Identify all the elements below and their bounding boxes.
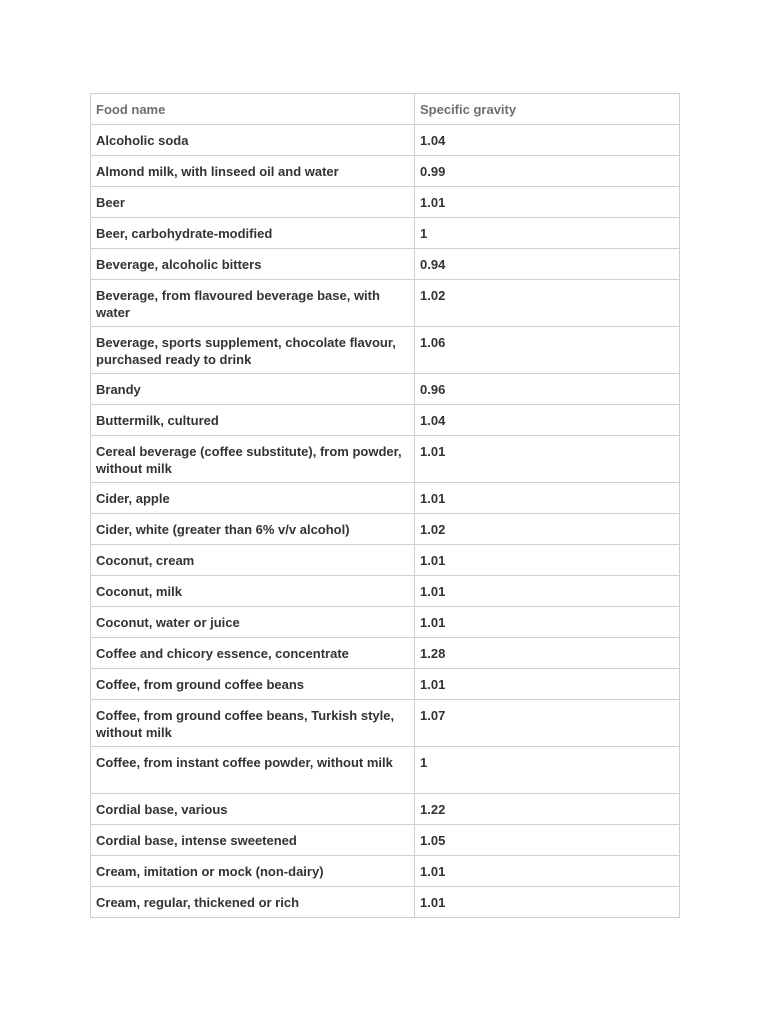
header-food-name: Food name	[91, 94, 415, 125]
food-name-cell: Cereal beverage (coffee substitute), from powder, without milk	[91, 436, 415, 483]
specific-gravity-cell: 0.96	[415, 374, 680, 405]
specific-gravity-cell: 1.22	[415, 794, 680, 825]
food-name-cell: Brandy	[91, 374, 415, 405]
specific-gravity-cell: 0.94	[415, 249, 680, 280]
table-row	[91, 545, 680, 576]
specific-gravity-cell: 1.01	[415, 483, 680, 514]
table-row	[91, 825, 680, 856]
food-name-cell: Almond milk, with linseed oil and water	[91, 156, 415, 187]
food-name-cell: Coffee and chicory essence, concentrate	[91, 638, 415, 669]
table-row	[91, 280, 680, 327]
specific-gravity-cell: 1.01	[415, 669, 680, 700]
food-name-cell: Beverage, sports supplement, chocolate flavour, purchased ready to drink	[91, 327, 415, 374]
specific-gravity-cell: 1	[415, 747, 680, 794]
table-row	[91, 218, 680, 249]
table-row	[91, 125, 680, 156]
specific-gravity-cell: 1.02	[415, 280, 680, 327]
table-row	[91, 514, 680, 545]
table-row	[91, 483, 680, 514]
food-name-cell: Buttermilk, cultured	[91, 405, 415, 436]
specific-gravity-cell: 1.28	[415, 638, 680, 669]
specific-gravity-cell: 1.01	[415, 436, 680, 483]
specific-gravity-cell: 1.07	[415, 700, 680, 747]
food-name-cell: Coffee, from ground coffee beans	[91, 669, 415, 700]
table-header-row	[91, 94, 680, 125]
specific-gravity-cell: 1.01	[415, 187, 680, 218]
food-name-cell: Beer	[91, 187, 415, 218]
specific-gravity-cell: 1.01	[415, 576, 680, 607]
food-name-cell: Cordial base, intense sweetened	[91, 825, 415, 856]
table-row	[91, 327, 680, 374]
table-row	[91, 856, 680, 887]
table-row	[91, 607, 680, 638]
specific-gravity-table	[90, 93, 680, 918]
food-name-cell: Cream, imitation or mock (non-dairy)	[91, 856, 415, 887]
food-name-cell: Coconut, cream	[91, 545, 415, 576]
food-name-cell: Beer, carbohydrate-modified	[91, 218, 415, 249]
specific-gravity-cell: 1.05	[415, 825, 680, 856]
food-name-cell: Coconut, water or juice	[91, 607, 415, 638]
specific-gravity-cell: 1.04	[415, 405, 680, 436]
food-name-cell: Alcoholic soda	[91, 125, 415, 156]
table-row	[91, 249, 680, 280]
food-name-cell: Cider, white (greater than 6% v/v alcohol)	[91, 514, 415, 545]
specific-gravity-cell: 1.01	[415, 856, 680, 887]
food-name-cell: Cider, apple	[91, 483, 415, 514]
table-row	[91, 374, 680, 405]
table-row	[91, 405, 680, 436]
specific-gravity-cell: 1.01	[415, 607, 680, 638]
food-name-cell: Cordial base, various	[91, 794, 415, 825]
table-row	[91, 669, 680, 700]
specific-gravity-cell: 1.01	[415, 887, 680, 918]
food-name-cell: Cream, regular, thickened or rich	[91, 887, 415, 918]
specific-gravity-cell: 1.01	[415, 545, 680, 576]
food-name-cell: Beverage, from flavoured beverage base, with water	[91, 280, 415, 327]
specific-gravity-cell: 1.02	[415, 514, 680, 545]
header-specific-gravity: Specific gravity	[415, 94, 680, 125]
food-name-cell: Coffee, from instant coffee powder, without milk	[91, 747, 415, 794]
specific-gravity-cell: 0.99	[415, 156, 680, 187]
table-row	[91, 700, 680, 747]
food-name-cell: Beverage, alcoholic bitters	[91, 249, 415, 280]
table-row	[91, 747, 680, 794]
table-row	[91, 156, 680, 187]
table-row	[91, 638, 680, 669]
specific-gravity-cell: 1	[415, 218, 680, 249]
table-row	[91, 576, 680, 607]
specific-gravity-cell: 1.06	[415, 327, 680, 374]
table-row	[91, 794, 680, 825]
food-name-cell: Coffee, from ground coffee beans, Turkish style, without milk	[91, 700, 415, 747]
table-row	[91, 187, 680, 218]
specific-gravity-cell: 1.04	[415, 125, 680, 156]
food-name-cell: Coconut, milk	[91, 576, 415, 607]
table-row	[91, 436, 680, 483]
table-row	[91, 887, 680, 918]
